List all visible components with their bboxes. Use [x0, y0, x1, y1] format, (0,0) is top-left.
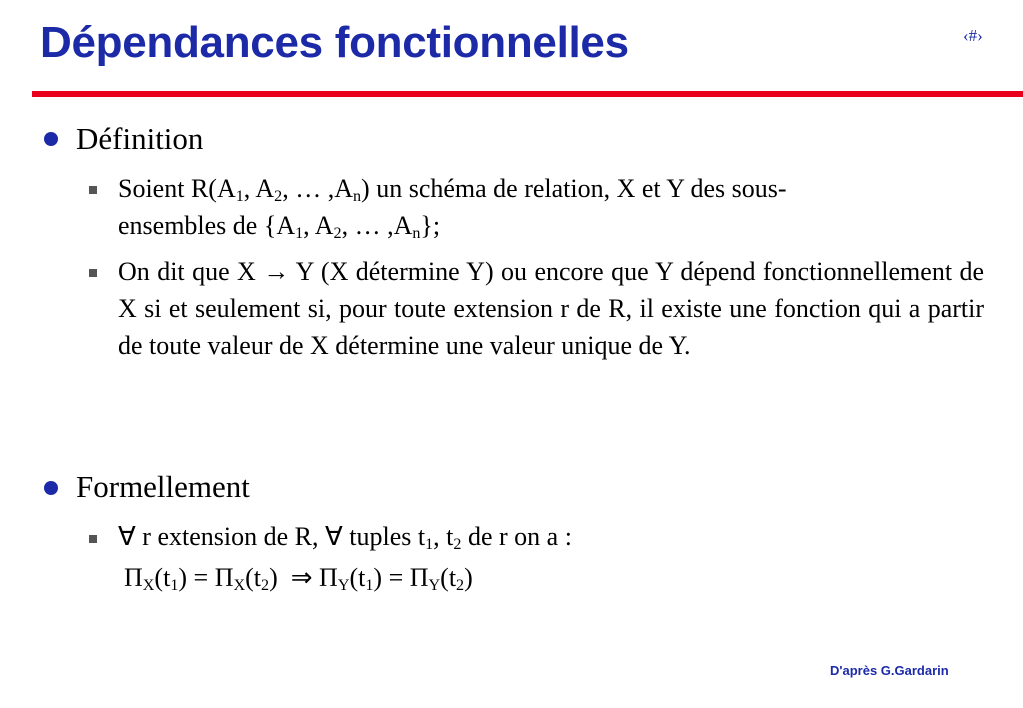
- definition-item-dependency: On dit que X → Y (X détermine Y) ou encore que Y dépend fonctionnellement de X si et seulement si, pour toute extension r de R, il existe une fonction qui a partir de toute valeur de X détermine une valeur unique de Y.: [118, 257, 984, 360]
- bullet-dot-icon: [44, 132, 58, 146]
- footer-credit: D'après G.Gardarin: [830, 663, 949, 678]
- tuples-text: ∀ r extension de R, ∀ tuples $t_1$, $t_2$ de r on a :: [118, 522, 572, 553]
- section-heading-formal: Formellement: [76, 469, 250, 504]
- schema-text: Soient $R(A_1$, $A_2$, … $,A_n$) un schéma de relation, X et Y des sous-: [118, 174, 787, 205]
- bullet-square-icon: [89, 186, 97, 194]
- formal-item-tuples: [118, 518, 984, 555]
- bullet-square-icon: [89, 269, 97, 277]
- title-divider: [32, 91, 1023, 97]
- bullet-dot-icon: [44, 481, 58, 495]
- slide-number: ‹#›: [963, 26, 983, 45]
- section-heading-definition: Définition: [76, 121, 204, 156]
- slide-title: Dépendances fonctionnelles: [40, 18, 629, 67]
- bullet-square-icon: [89, 535, 97, 543]
- fd-formula: $\Pi_X(t_1) = \Pi_X(t_2)$ ⇒ $\Pi_Y(t_1) = \Pi_Y(t_2)$: [124, 563, 473, 594]
- definition-item-schema: [118, 170, 984, 244]
- schema-text-cont: ensembles de {$A_1$, $A_2$, … $,A_n$};: [118, 211, 441, 242]
